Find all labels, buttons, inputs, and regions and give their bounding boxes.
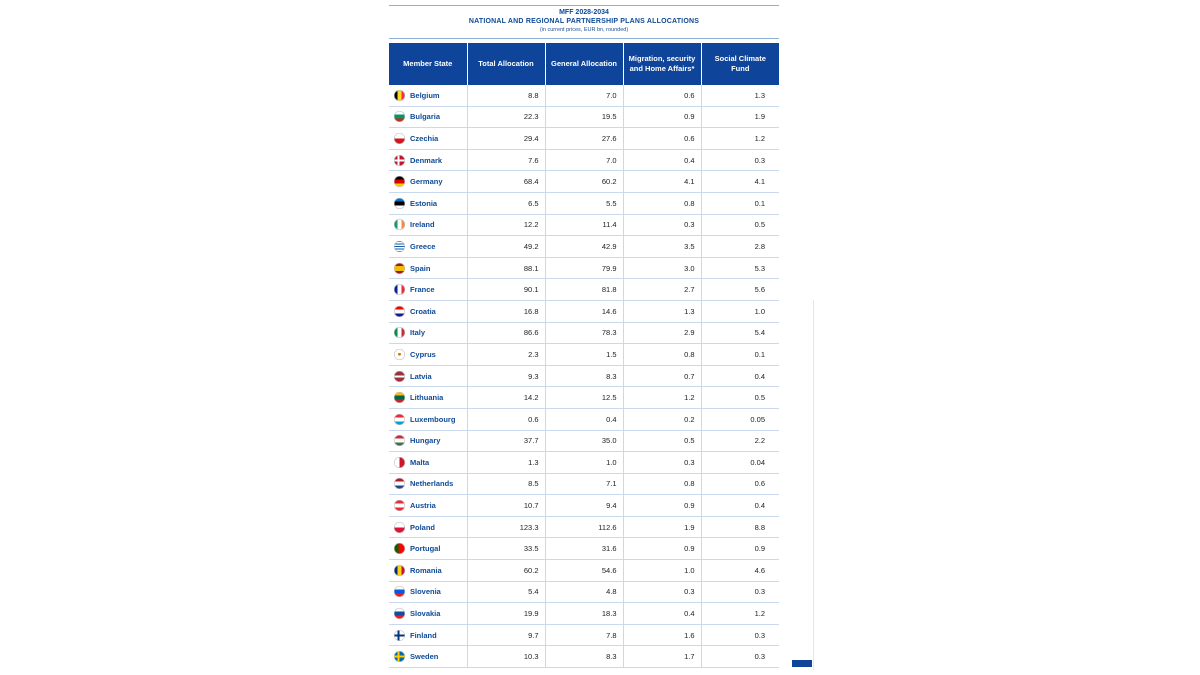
social-climate-fund-value: 0.9 [701, 538, 779, 560]
migration-value: 0.6 [623, 85, 701, 106]
migration-value: 0.5 [623, 430, 701, 452]
table-row [389, 538, 779, 560]
member-state-hungary: Hungary [410, 436, 441, 446]
table-row [389, 560, 779, 582]
social-climate-fund-value: 5.6 [701, 279, 779, 301]
general-allocation-value: 112.6 [545, 516, 623, 538]
member-state-slovakia: Slovakia [410, 609, 441, 619]
table-row [389, 171, 779, 193]
general-allocation-value: 5.5 [545, 192, 623, 214]
general-allocation-value: 79.9 [545, 257, 623, 279]
general-allocation-value: 4.8 [545, 581, 623, 603]
member-state-cell [389, 516, 467, 538]
member-state-cell [389, 430, 467, 452]
general-allocation-value: 14.6 [545, 300, 623, 322]
member-state-cell [389, 149, 467, 171]
total-allocation-value: 68.4 [467, 171, 545, 193]
total-allocation-value: 29.4 [467, 128, 545, 150]
member-state-cell [389, 192, 467, 214]
italy-flag-icon [394, 327, 405, 338]
table-row [389, 430, 779, 452]
slovakia-flag-icon [394, 608, 405, 619]
migration-value: 0.3 [623, 452, 701, 474]
general-allocation-value: 60.2 [545, 171, 623, 193]
member-state-france: France [410, 285, 435, 295]
social-climate-fund-value: 0.3 [701, 149, 779, 171]
general-allocation-value: 8.3 [545, 646, 623, 668]
general-allocation-value: 1.0 [545, 452, 623, 474]
czechia-flag-icon [394, 133, 405, 144]
latvia-flag-icon [394, 371, 405, 382]
germany-flag-icon [394, 176, 405, 187]
member-state-cell [389, 560, 467, 582]
migration-value: 0.8 [623, 192, 701, 214]
table-row [389, 365, 779, 387]
table-row [389, 387, 779, 409]
table-row [389, 452, 779, 474]
table-row [389, 106, 779, 128]
total-allocation-value: 49.2 [467, 236, 545, 258]
col-total-allocation: Total Allocation [467, 43, 545, 85]
col-member-state: Member State [389, 43, 467, 85]
total-allocation-value: 5.4 [467, 581, 545, 603]
sweden-flag-icon [394, 651, 405, 662]
migration-value: 1.0 [623, 560, 701, 582]
member-state-italy: Italy [410, 328, 426, 338]
table-row [389, 646, 779, 668]
general-allocation-value: 1.5 [545, 344, 623, 366]
member-state-cell [389, 344, 467, 366]
member-state-cell [389, 452, 467, 474]
table-row [389, 581, 779, 603]
social-climate-fund-value: 5.4 [701, 322, 779, 344]
migration-value: 0.2 [623, 408, 701, 430]
total-allocation-value: 10.3 [467, 646, 545, 668]
ireland-flag-icon [394, 219, 405, 230]
total-allocation-value: 7.6 [467, 149, 545, 171]
france-flag-icon [394, 284, 405, 295]
member-state-sweden: Sweden [410, 652, 439, 662]
total-allocation-value: 16.8 [467, 300, 545, 322]
migration-value: 2.7 [623, 279, 701, 301]
social-climate-fund-value: 0.3 [701, 624, 779, 646]
migration-value: 0.3 [623, 214, 701, 236]
general-allocation-value: 81.8 [545, 279, 623, 301]
migration-value: 0.9 [623, 538, 701, 560]
social-climate-fund-value: 0.1 [701, 344, 779, 366]
member-state-cell [389, 300, 467, 322]
table-row [389, 516, 779, 538]
table-row [389, 192, 779, 214]
social-climate-fund-value: 0.1 [701, 192, 779, 214]
col-migration-security: Migration, security and Home Affairs* [623, 43, 701, 85]
member-state-slovenia: Slovenia [410, 587, 441, 597]
member-state-cell [389, 257, 467, 279]
spain-flag-icon [394, 263, 405, 274]
migration-value: 2.9 [623, 322, 701, 344]
member-state-germany: Germany [410, 177, 443, 187]
social-climate-fund-value: 1.9 [701, 106, 779, 128]
blue-corner-mark [792, 660, 812, 667]
social-climate-fund-value: 0.05 [701, 408, 779, 430]
allocations-table [389, 43, 779, 668]
social-climate-fund-value: 1.0 [701, 300, 779, 322]
table-row [389, 300, 779, 322]
social-climate-fund-value: 0.4 [701, 365, 779, 387]
migration-value: 1.3 [623, 300, 701, 322]
member-state-cell [389, 214, 467, 236]
total-allocation-value: 10.7 [467, 495, 545, 517]
social-climate-fund-value: 0.6 [701, 473, 779, 495]
luxembourg-flag-icon [394, 414, 405, 425]
table-row [389, 408, 779, 430]
member-state-cell [389, 646, 467, 668]
member-state-cell [389, 603, 467, 625]
member-state-cyprus: Cyprus [410, 349, 436, 359]
romania-flag-icon [394, 565, 405, 576]
member-state-cell [389, 495, 467, 517]
header-line-3: (in current prices, EUR bn, rounded) [539, 27, 629, 33]
member-state-portugal: Portugal [410, 544, 441, 554]
member-state-cell [389, 387, 467, 409]
member-state-denmark: Denmark [410, 155, 443, 165]
member-state-cell [389, 365, 467, 387]
member-state-poland: Poland [410, 522, 436, 532]
total-allocation-value: 60.2 [467, 560, 545, 582]
migration-value: 0.7 [623, 365, 701, 387]
general-allocation-value: 19.5 [545, 106, 623, 128]
table-row [389, 603, 779, 625]
column-header-row [389, 43, 779, 85]
social-climate-fund-value: 2.8 [701, 236, 779, 258]
migration-value: 1.9 [623, 516, 701, 538]
general-allocation-value: 31.6 [545, 538, 623, 560]
social-climate-fund-value: 0.04 [701, 452, 779, 474]
social-climate-fund-value: 1.3 [701, 85, 779, 106]
table-row [389, 495, 779, 517]
header-divider [389, 38, 779, 39]
poland-flag-icon [394, 522, 405, 533]
migration-value: 0.8 [623, 344, 701, 366]
total-allocation-value: 14.2 [467, 387, 545, 409]
denmark-flag-icon [394, 155, 405, 166]
general-allocation-value: 7.0 [545, 149, 623, 171]
member-state-bulgaria: Bulgaria [410, 112, 441, 122]
social-climate-fund-value: 1.2 [701, 603, 779, 625]
total-allocation-value: 2.3 [467, 344, 545, 366]
general-allocation-value: 27.6 [545, 128, 623, 150]
table-body [389, 85, 779, 668]
total-allocation-value: 9.3 [467, 365, 545, 387]
member-state-cell [389, 171, 467, 193]
migration-value: 0.6 [623, 128, 701, 150]
member-state-cell [389, 106, 467, 128]
total-allocation-value: 8.8 [467, 85, 545, 106]
migration-value: 1.6 [623, 624, 701, 646]
general-allocation-value: 78.3 [545, 322, 623, 344]
total-allocation-value: 8.5 [467, 473, 545, 495]
member-state-malta: Malta [410, 457, 430, 467]
migration-value: 0.4 [623, 603, 701, 625]
table-row [389, 473, 779, 495]
hungary-flag-icon [394, 435, 405, 446]
social-climate-fund-value: 0.4 [701, 495, 779, 517]
member-state-cell [389, 322, 467, 344]
member-state-romania: Romania [410, 565, 442, 575]
finland-flag-icon [394, 630, 405, 641]
general-allocation-value: 7.0 [545, 85, 623, 106]
lithuania-flag-icon [394, 392, 405, 403]
table-row [389, 128, 779, 150]
migration-value: 0.4 [623, 149, 701, 171]
migration-value: 0.8 [623, 473, 701, 495]
total-allocation-value: 19.9 [467, 603, 545, 625]
member-state-belgium: Belgium [410, 90, 440, 100]
table-row [389, 344, 779, 366]
austria-flag-icon [394, 500, 405, 511]
total-allocation-value: 33.5 [467, 538, 545, 560]
cyprus-flag-icon [394, 349, 405, 360]
total-allocation-value: 0.6 [467, 408, 545, 430]
general-allocation-value: 42.9 [545, 236, 623, 258]
bulgaria-flag-icon [394, 111, 405, 122]
col-social-climate-fund: Social Climate Fund [701, 43, 779, 85]
total-allocation-value: 6.5 [467, 192, 545, 214]
migration-value: 3.0 [623, 257, 701, 279]
general-allocation-value: 9.4 [545, 495, 623, 517]
right-edge-line [813, 300, 814, 670]
total-allocation-value: 22.3 [467, 106, 545, 128]
total-allocation-value: 37.7 [467, 430, 545, 452]
member-state-luxembourg: Luxembourg [410, 414, 456, 424]
total-allocation-value: 86.6 [467, 322, 545, 344]
general-allocation-value: 0.4 [545, 408, 623, 430]
header-line-1: MFF 2028-2034 [559, 9, 609, 16]
social-climate-fund-value: 1.2 [701, 128, 779, 150]
social-climate-fund-value: 0.3 [701, 581, 779, 603]
member-state-cell [389, 128, 467, 150]
header-line-2: NATIONAL AND REGIONAL PARTNERSHIP PLANS ALLOCATIONS [468, 18, 700, 25]
table-row [389, 85, 779, 106]
social-climate-fund-value: 4.6 [701, 560, 779, 582]
table-header-block [389, 8, 779, 34]
greece-flag-icon [394, 241, 405, 252]
member-state-cell [389, 538, 467, 560]
member-state-cell [389, 624, 467, 646]
member-state-cell [389, 408, 467, 430]
member-state-ireland: Ireland [410, 220, 435, 230]
migration-value: 1.7 [623, 646, 701, 668]
member-state-lithuania: Lithuania [410, 393, 444, 403]
migration-value: 0.9 [623, 106, 701, 128]
table-row [389, 624, 779, 646]
slovenia-flag-icon [394, 586, 405, 597]
member-state-cell [389, 279, 467, 301]
belgium-flag-icon [394, 90, 405, 101]
netherlands-flag-icon [394, 478, 405, 489]
general-allocation-value: 8.3 [545, 365, 623, 387]
migration-value: 1.2 [623, 387, 701, 409]
portugal-flag-icon [394, 543, 405, 554]
top-divider [389, 5, 779, 6]
social-climate-fund-value: 2.2 [701, 430, 779, 452]
member-state-greece: Greece [410, 241, 436, 251]
member-state-cell [389, 236, 467, 258]
member-state-cell [389, 473, 467, 495]
total-allocation-value: 1.3 [467, 452, 545, 474]
table-row [389, 236, 779, 258]
general-allocation-value: 12.5 [545, 387, 623, 409]
table-row [389, 322, 779, 344]
general-allocation-value: 18.3 [545, 603, 623, 625]
malta-flag-icon [394, 457, 405, 468]
general-allocation-value: 35.0 [545, 430, 623, 452]
general-allocation-value: 11.4 [545, 214, 623, 236]
col-general-allocation: General Allocation [545, 43, 623, 85]
total-allocation-value: 88.1 [467, 257, 545, 279]
total-allocation-value: 90.1 [467, 279, 545, 301]
member-state-croatia: Croatia [410, 306, 436, 316]
member-state-cell [389, 85, 467, 106]
estonia-flag-icon [394, 198, 405, 209]
member-state-czechia: Czechia [410, 133, 439, 143]
social-climate-fund-value: 5.3 [701, 257, 779, 279]
migration-value: 0.9 [623, 495, 701, 517]
member-state-estonia: Estonia [410, 198, 438, 208]
total-allocation-value: 9.7 [467, 624, 545, 646]
total-allocation-value: 123.3 [467, 516, 545, 538]
table-row [389, 257, 779, 279]
member-state-netherlands: Netherlands [410, 479, 454, 489]
total-allocation-value: 12.2 [467, 214, 545, 236]
table-row [389, 214, 779, 236]
migration-value: 4.1 [623, 171, 701, 193]
general-allocation-value: 7.1 [545, 473, 623, 495]
table-row [389, 149, 779, 171]
member-state-spain: Spain [410, 263, 431, 273]
social-climate-fund-value: 0.3 [701, 646, 779, 668]
member-state-austria: Austria [410, 501, 436, 511]
general-allocation-value: 54.6 [545, 560, 623, 582]
migration-value: 0.3 [623, 581, 701, 603]
member-state-latvia: Latvia [410, 371, 432, 381]
migration-value: 3.5 [623, 236, 701, 258]
social-climate-fund-value: 8.8 [701, 516, 779, 538]
social-climate-fund-value: 0.5 [701, 387, 779, 409]
member-state-cell [389, 581, 467, 603]
social-climate-fund-value: 0.5 [701, 214, 779, 236]
croatia-flag-icon [394, 306, 405, 317]
social-climate-fund-value: 4.1 [701, 171, 779, 193]
general-allocation-value: 7.8 [545, 624, 623, 646]
member-state-finland: Finland [410, 630, 437, 640]
table-row [389, 279, 779, 301]
